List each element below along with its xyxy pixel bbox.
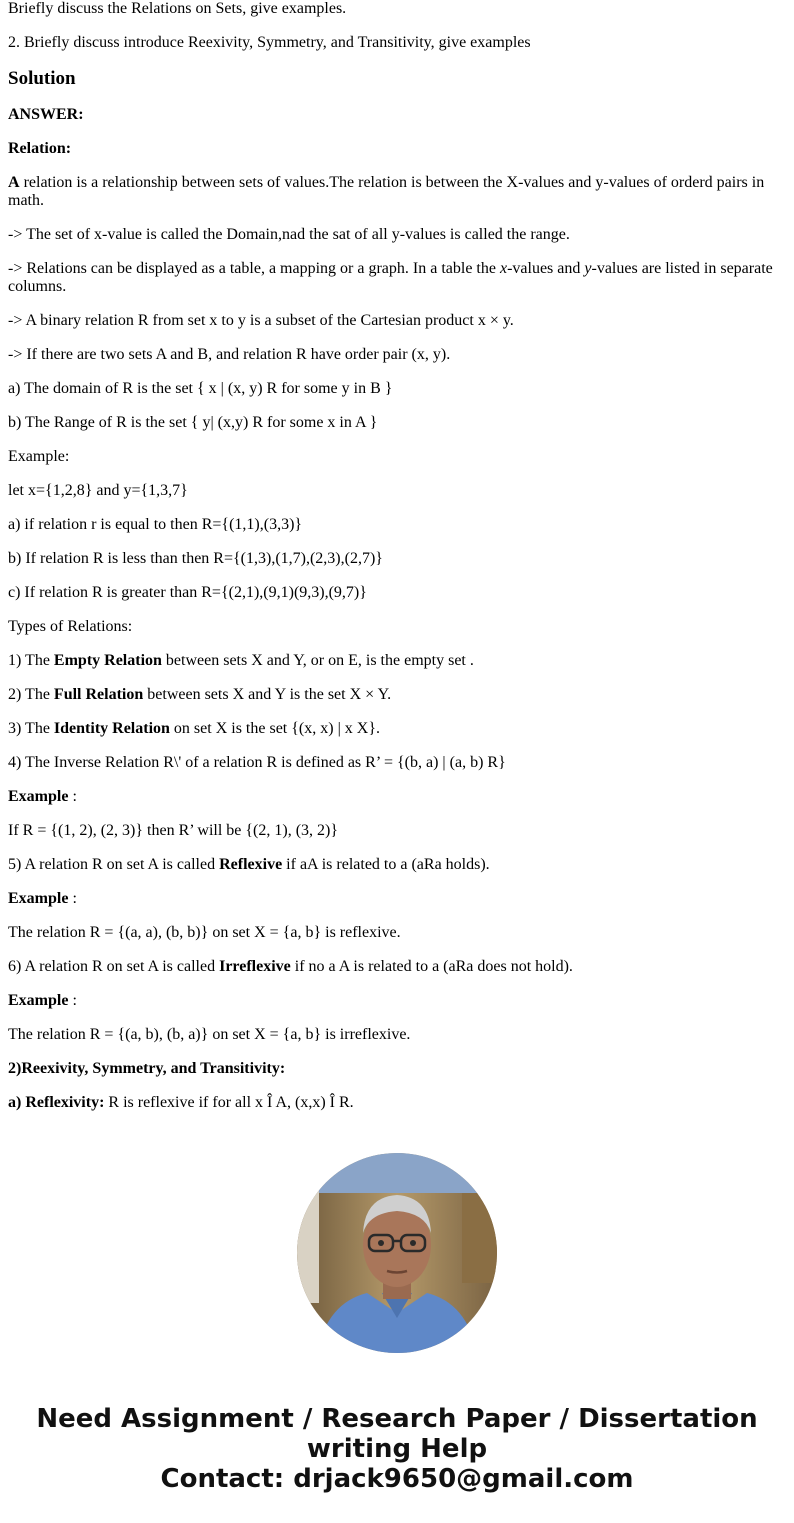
relation-label: Relation:: [8, 140, 72, 157]
irreflexive-example: The relation R = {(a, b), (b, a)} on set X = {a, b} is irreflexive.: [8, 1026, 411, 1043]
portrait-illustration: [297, 1153, 497, 1353]
let-line: let x={1,2,8} and y={1,3,7}: [8, 482, 188, 499]
example-heading-2: Example :: [8, 890, 77, 907]
example-heading-1: Example :: [8, 788, 77, 805]
solution-heading: Solution: [8, 68, 76, 89]
type-irreflexive: 6) A relation R on set A is called Irreflexive if no a A is related to a (aRa does not hold).: [8, 958, 573, 975]
type-reflexive: 5) A relation R on set A is called Reflexive if aA is related to a (aRa holds).: [8, 856, 490, 873]
example-a: a) if relation r is equal to then R={(1,1),(3,3)}: [8, 516, 303, 533]
part2-heading: 2)Reexivity, Symmetry, and Transitivity:: [8, 1060, 286, 1077]
type-identity: 3) The Identity Relation on set X is the set {(x, x) | x X}.: [8, 720, 381, 737]
question-1: Briefly discuss the Relations on Sets, give examples.: [8, 0, 347, 17]
document-body: [8, 0, 784, 1128]
inverse-example: If R = {(1, 2), (2, 3)} then R’ will be {(2, 1), (3, 2)}: [8, 822, 339, 839]
author-portrait: [297, 1153, 497, 1353]
display-note: -> Relations can be displayed as a table, a mapping or a graph. In a table the x-values and y-values are listed in separate columns.: [8, 260, 773, 295]
binary-relation-note: -> A binary relation R from set x to y is a subset of the Cartesian product x × y.: [8, 312, 514, 329]
footer-banner: [0, 1404, 794, 1494]
two-sets-note: -> If there are two sets A and B, and relation R have order pair (x, y).: [8, 346, 451, 363]
example-label: Example:: [8, 448, 70, 465]
type-full: 2) The Full Relation between sets X and Y is the set X × Y.: [8, 686, 392, 703]
range-line: b) The Range of R is the set { y| (x,y) R for some x in A }: [8, 414, 378, 431]
types-label: Types of Relations:: [8, 618, 133, 635]
type-empty: 1) The Empty Relation between sets X and Y, or on E, is the empty set .: [8, 652, 474, 669]
example-heading-3: Example :: [8, 992, 77, 1009]
answer-label: ANSWER:: [8, 106, 84, 123]
example-c: c) If relation R is greater than R={(2,1),(9,1)(9,3),(9,7)}: [8, 584, 367, 601]
footer-line-2: writing Help: [306, 1434, 488, 1464]
domain-range-note: -> The set of x-value is called the Domain,nad the sat of all y-values is called the range.: [8, 226, 570, 243]
relation-definition: A relation is a relationship between sets of values.The relation is between the X-values and y-values of orderd pairs in math.: [8, 174, 765, 209]
footer-line-1: Need Assignment / Research Paper / Dissertation: [36, 1404, 758, 1434]
footer-contact: Contact: drjack9650@gmail.com: [160, 1464, 634, 1494]
reflexivity-line: a) Reflexivity: R is reflexive if for all x Î A, (x,x) Î R.: [8, 1094, 354, 1111]
type-inverse: 4) The Inverse Relation R\' of a relation R is defined as R’ = {(b, a) | (a, b) R}: [8, 754, 506, 771]
question-2: 2. Briefly discuss introduce Reexivity, Symmetry, and Transitivity, give examples: [8, 34, 531, 51]
example-b: b) If relation R is less than then R={(1,3),(1,7),(2,3),(2,7)}: [8, 550, 383, 567]
reflexive-example: The relation R = {(a, a), (b, b)} on set X = {a, b} is reflexive.: [8, 924, 401, 941]
domain-line: a) The domain of R is the set { x | (x, y) R for some y in B }: [8, 380, 393, 397]
